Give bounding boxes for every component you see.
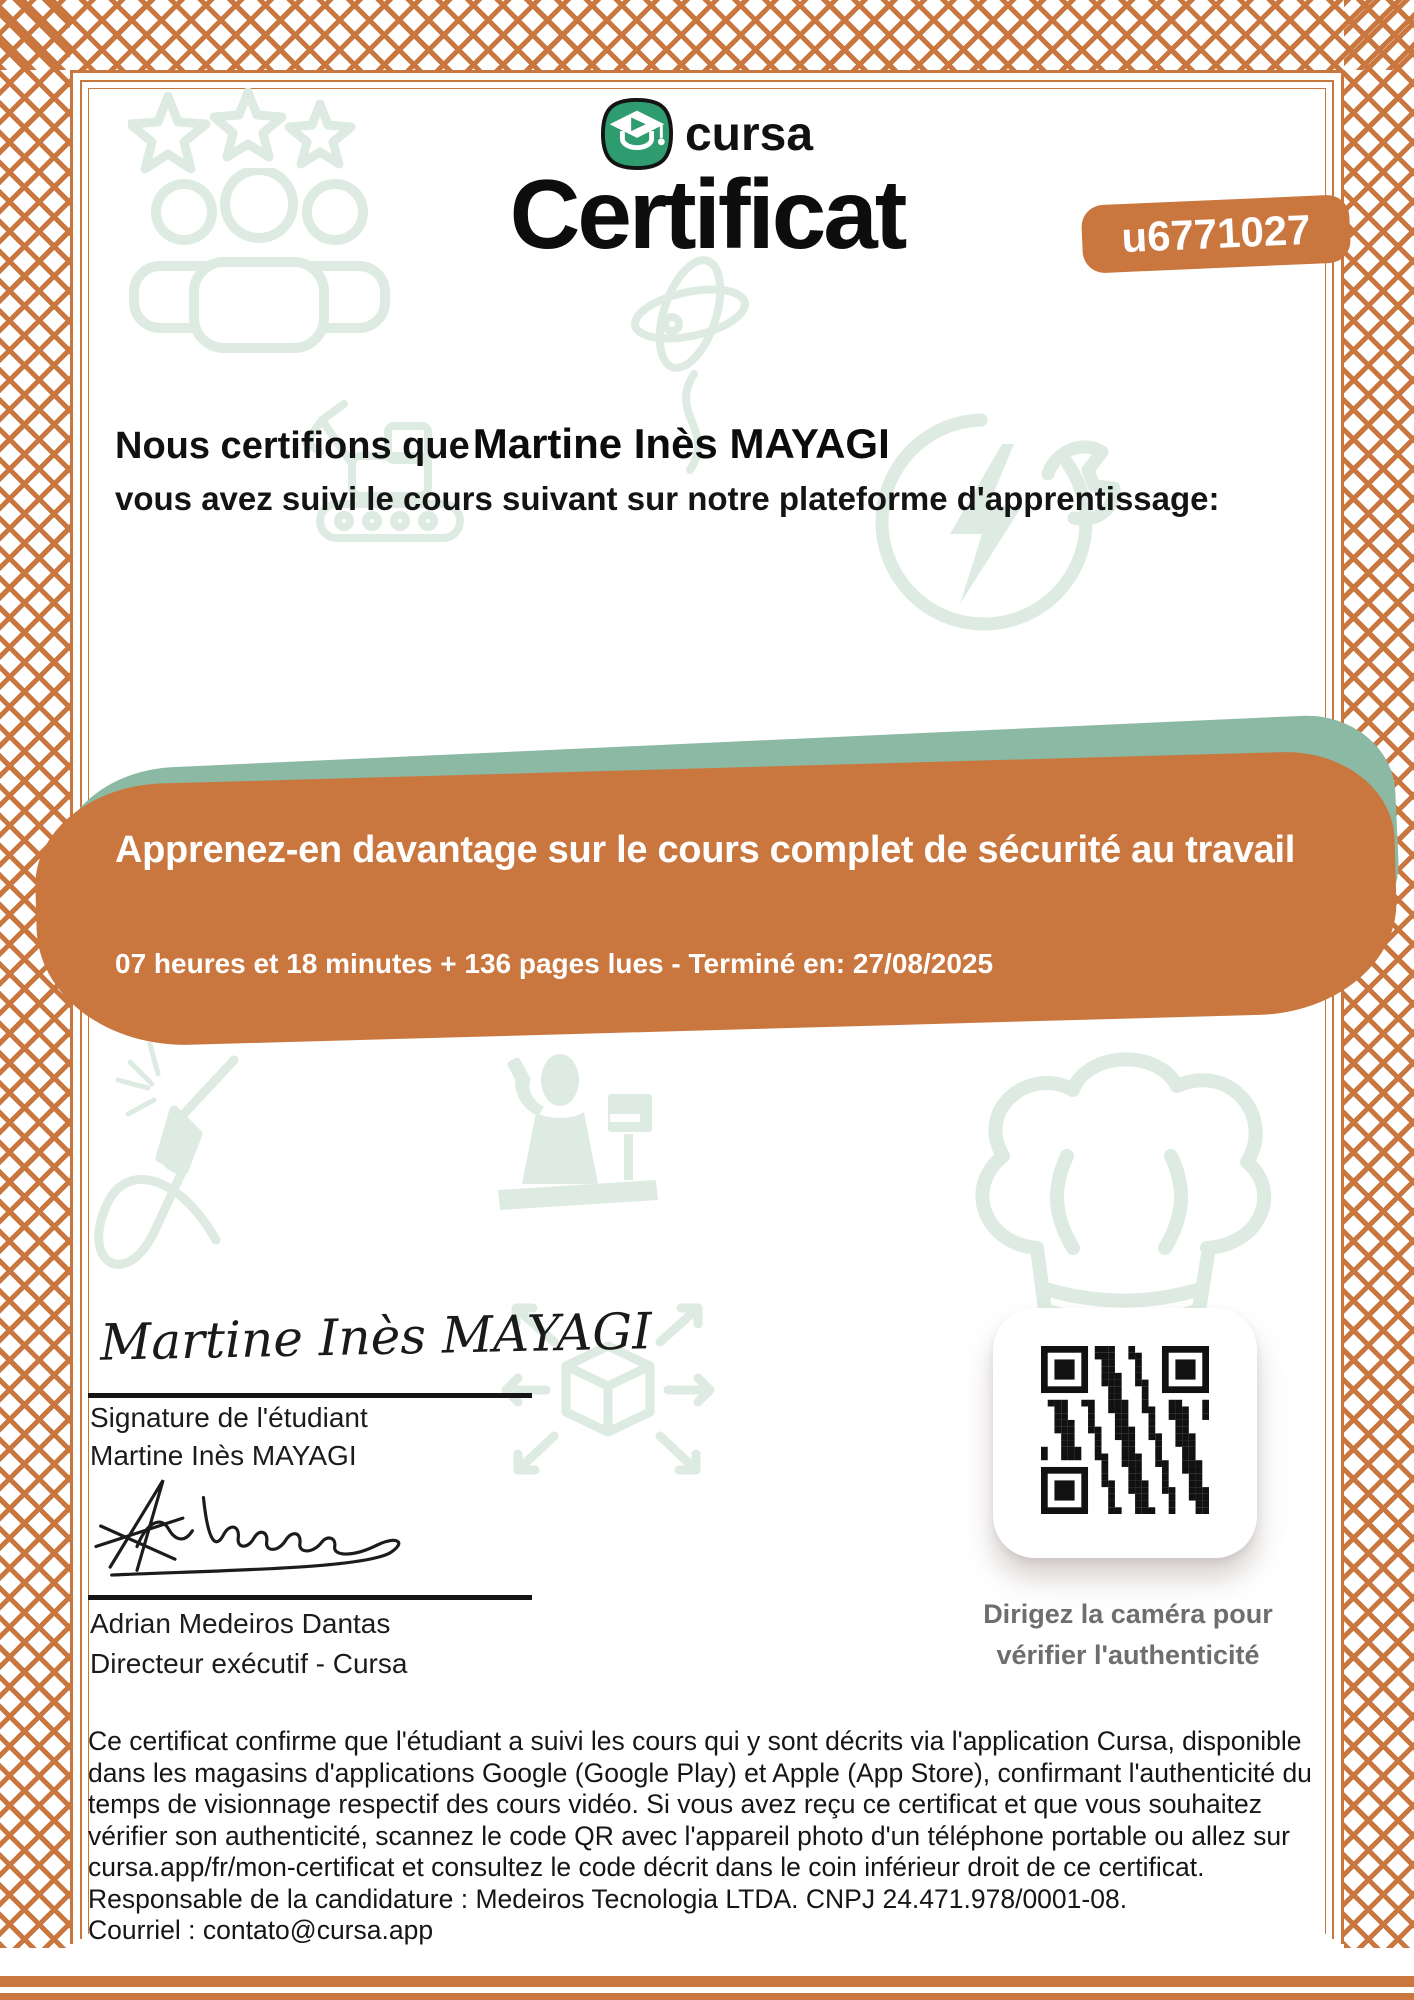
cashier-watermark-icon xyxy=(468,1052,676,1224)
qr-caption xyxy=(938,1594,1318,1675)
director-signature-line xyxy=(88,1595,532,1600)
certificate-code-badge xyxy=(1081,194,1352,274)
course-title: Apprenez-en davantage sur le cours complet de sécurité au travail xyxy=(115,829,1296,871)
chef-hat-watermark-icon xyxy=(945,1038,1290,1340)
student-signature-name: Martine Inès MAYAGI xyxy=(90,1440,357,1471)
bottom-border-bar-1 xyxy=(0,1976,1414,1987)
director-name: Adrian Medeiros Dantas xyxy=(90,1608,391,1639)
footer-text xyxy=(88,1726,1344,1947)
excavator-watermark-icon xyxy=(292,392,482,550)
student-signature-line xyxy=(88,1393,532,1398)
footer-responsible: Responsable de la candidature : Medeiros Tecnologia LTDA. CNPJ 24.471.978/0001-08. xyxy=(88,1883,1128,1914)
bottom-border-bar-2 xyxy=(0,1993,1414,2000)
qr-code xyxy=(1041,1346,1209,1514)
qr-caption-line-2: vérifier l'authenticité xyxy=(996,1639,1260,1670)
certificate-code: u6771027 xyxy=(1120,205,1312,262)
brand-wordmark: cursa xyxy=(684,107,814,161)
student-name: Martine Inès MAYAGI xyxy=(472,420,890,467)
course-details: 07 heures et 18 minutes + 136 pages lues - Terminé en: 27/08/2025 xyxy=(115,948,994,979)
welding-torch-watermark-icon xyxy=(82,1042,280,1277)
student-signature-script: Martine Inès MAYAGI xyxy=(99,1302,653,1372)
director-role: Directeur exécutif - Cursa xyxy=(90,1648,408,1679)
footer-email: Courriel : contato@cursa.app xyxy=(88,1915,434,1945)
certificate-title: Certificat xyxy=(509,159,905,269)
director-signature-script xyxy=(88,1460,428,1592)
intro-line-1 xyxy=(115,420,890,468)
intro-prefix: Nous certifions que xyxy=(115,425,470,467)
student-signature-label: Signature de l'étudiant xyxy=(90,1402,368,1433)
footer-paragraph: Ce certificat confirme que l'étudiant a suivi les cours qui y sont décrits via l'application Cursa, disponible dans les magasins d'applications Google (Google Play) et Apple (App Store), confirmant l'authenticité du temps de visionnage respectif des cours vidéo. Si vous avez reçu ce certificat et que vous souhaitez vérifier son authenticité, scannez le code QR avec l'appareil photo d'un téléphone portable ou allez sur cursa.app/fr/mon-certificat et consultez le code décrit dans le coin inférieur droit de ce certificat. xyxy=(88,1726,1312,1882)
border-lattice-top xyxy=(0,0,1414,70)
qr-caption-line-1: Dirigez la caméra pour xyxy=(983,1599,1273,1629)
intro-line-2: vous avez suivi le cours suivant sur notre plateforme d'apprentissage: xyxy=(115,480,1220,517)
course-blob xyxy=(33,749,1400,1049)
